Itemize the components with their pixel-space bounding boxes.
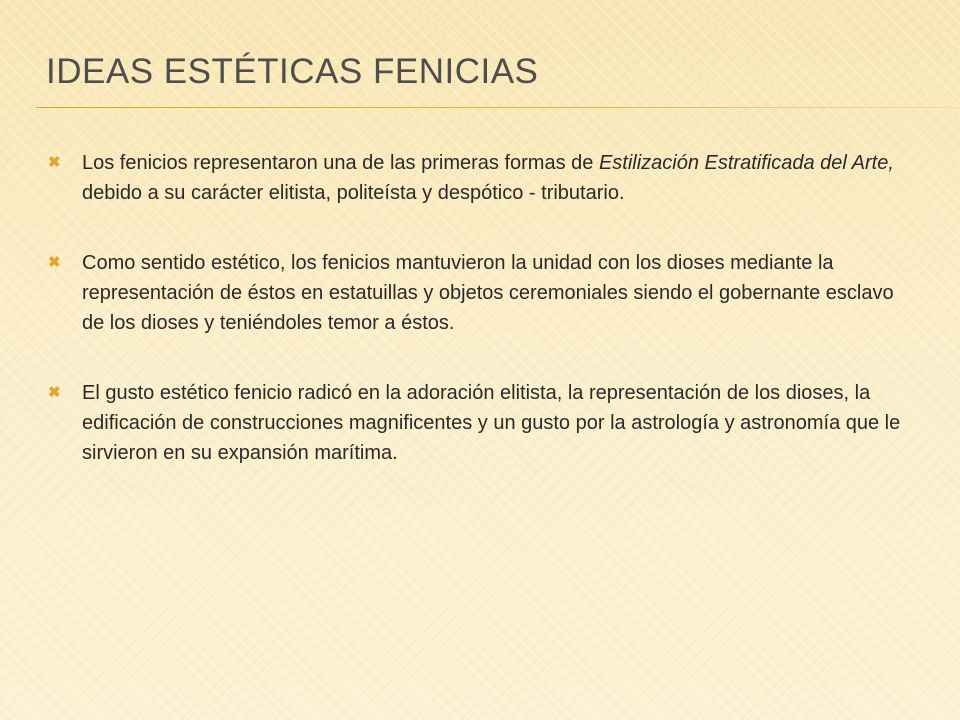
x-mark-icon: ✖ (48, 384, 61, 401)
bullet-list (48, 148, 918, 508)
bullet-text: Los fenicios representaron una de las primeras formas de (82, 152, 599, 174)
slide-title: IDEAS ESTÉTICAS FENICIAS (46, 52, 539, 91)
bullet-text: debido a su carácter elitista, politeísta y despótico - tributario. (82, 182, 625, 204)
bullet-item (48, 148, 918, 208)
bullet-text: Como sentido estético (82, 252, 280, 274)
x-mark-icon: ✖ (48, 154, 61, 171)
bullet-text: El gusto estético (82, 382, 229, 404)
x-mark-icon: ✖ (48, 254, 61, 271)
bullet-item (48, 378, 918, 468)
bullet-text: fenicio radicó en la adoración elitista, la representación de los dioses, la edificación de construcciones magnificentes y un gusto por la astrología y astronomía que le sirvieron en su expansión marítima. (82, 382, 901, 464)
bullet-item (48, 248, 918, 338)
bullet-text-italic: Estilización Estratificada del Arte, (598, 152, 894, 174)
title-underline (36, 107, 960, 108)
bullet-text: , los fenicios mantuvieron la unidad con los dioses mediante la representación de éstos en estatuillas y objetos ceremoniales siendo el gobernante esclavo de los dioses y teniéndoles temor a éstos. (82, 252, 894, 334)
